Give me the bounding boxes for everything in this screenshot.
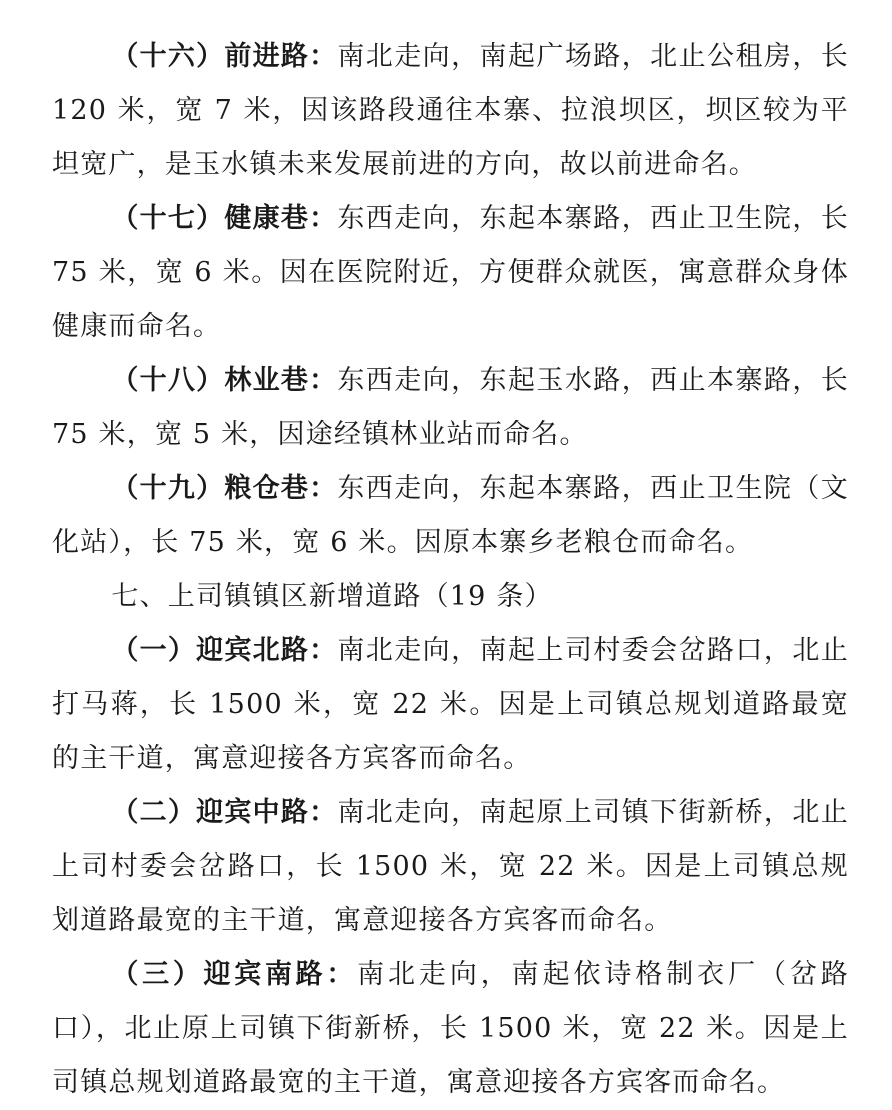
section-heading: 七、上司镇镇区新增道路（19 条） — [111, 581, 553, 612]
paragraph-qianjin-road — [52, 30, 849, 192]
paragraph-lead: （十九）粮仓巷： — [111, 473, 338, 504]
paragraph-body: 东西走向，东起玉水路，西止本寨路，长 75 米，宽 5 米，因途经镇林业站而命名。 — [52, 365, 849, 450]
paragraph-lead: （二）迎宾中路： — [111, 797, 338, 828]
paragraph-body: 东西走向，东起本寨路，西止卫生院，长 75 米，宽 6 米。因在医院附近，方便群众就医，寓意群众身体健康而命名。 — [52, 203, 849, 342]
paragraph-body: 南北走向，南起原上司镇下街新桥，北止上司村委会岔路口，长 1500 米，宽 22 米。因是上司镇总规划道路最宽的主干道，寓意迎接各方宾客而命名。 — [52, 797, 849, 936]
paragraph-body: 南北走向，南起上司村委会岔路口，北止打马蒋，长 1500 米，宽 22 米。因是上司镇总规划道路最宽的主干道，寓意迎接各方宾客而命名。 — [52, 635, 849, 774]
document-page — [52, 30, 849, 1110]
paragraph-lead: （十七）健康巷： — [111, 203, 338, 234]
paragraph-body: 南北走向，南起依诗格制衣厂（岔路口），北止原上司镇下街新桥，长 1500 米，宽 22 米。因是上司镇总规划道路最宽的主干道，寓意迎接各方宾客而命名。 — [52, 959, 850, 1098]
paragraph-yingbin-middle-road — [52, 786, 849, 948]
paragraph-yingbin-south-road — [52, 948, 849, 1110]
paragraph-jiankang-lane — [52, 192, 849, 354]
paragraph-yingbin-north-road — [52, 624, 849, 786]
paragraph-liangcang-lane — [52, 462, 849, 570]
paragraph-lead: （十六）前进路： — [111, 41, 338, 72]
paragraph-body: 南北走向，南起广场路，北止公租房，长 120 米，宽 7 米，因该路段通往本寨、拉浪坝区，坝区较为平坦宽广，是玉水镇未来发展前进的方向，故以前进命名。 — [52, 41, 849, 180]
paragraph-lead: （三）迎宾南路： — [111, 959, 358, 990]
paragraph-linye-lane — [52, 354, 849, 462]
paragraph-lead: （十八）林业巷： — [111, 365, 338, 396]
paragraph-lead: （一）迎宾北路： — [111, 635, 338, 666]
paragraph-body: 东西走向，东起本寨路，西止卫生院（文化站），长 75 米，宽 6 米。因原本寨乡老粮仓而命名。 — [52, 473, 849, 558]
